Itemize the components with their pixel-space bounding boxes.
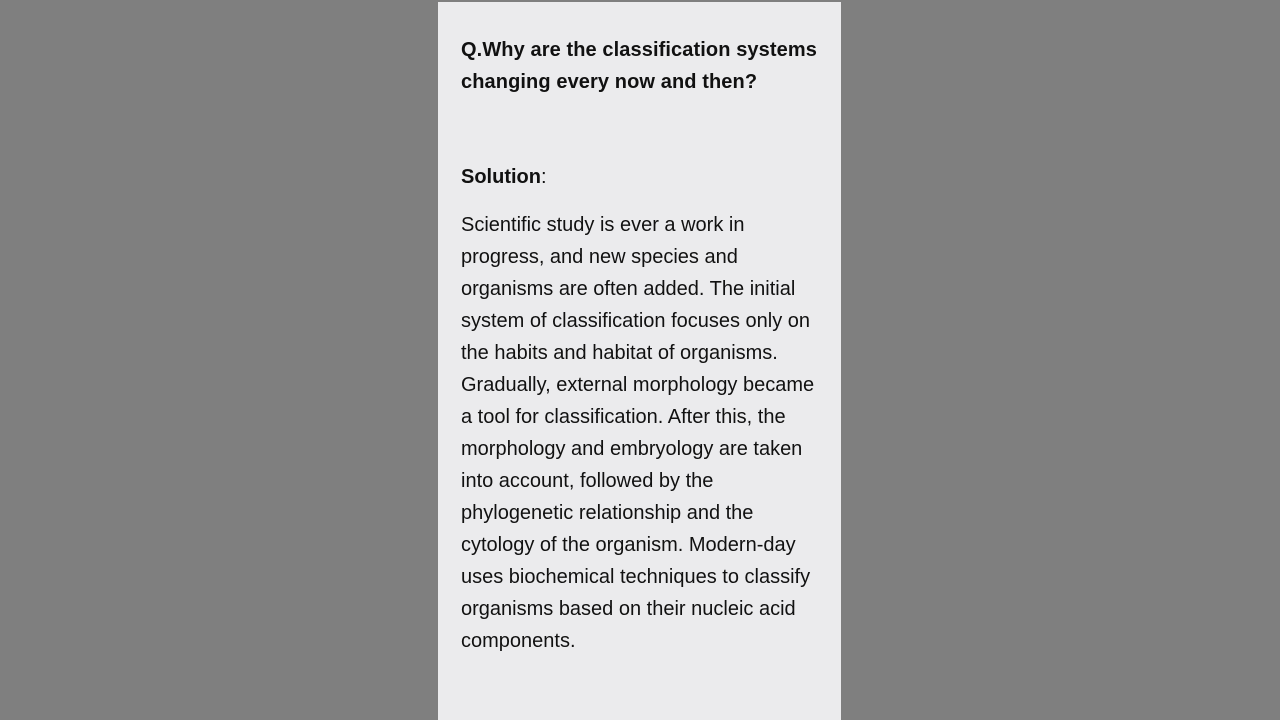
solution-heading (461, 161, 547, 193)
answer-paragraph: Scientific study is ever a work in progress, and new species and organisms are often added. The initial system of classification focuses only on the habits and habitat of organisms. Gradually, external morphology became a tool for classification. After this, the morphology and embryology are taken into account, followed by the phylogenetic relationship and the cytology of the organism. Modern-day uses biochemical techniques to classify organisms based on their nucleic acid components. (461, 214, 815, 652)
solution-colon: : (540, 166, 547, 188)
question-text: Q.Why are the classification systems changing every now and then? (461, 39, 817, 93)
solution-label: Solution (461, 166, 541, 188)
document-card (438, 2, 841, 720)
